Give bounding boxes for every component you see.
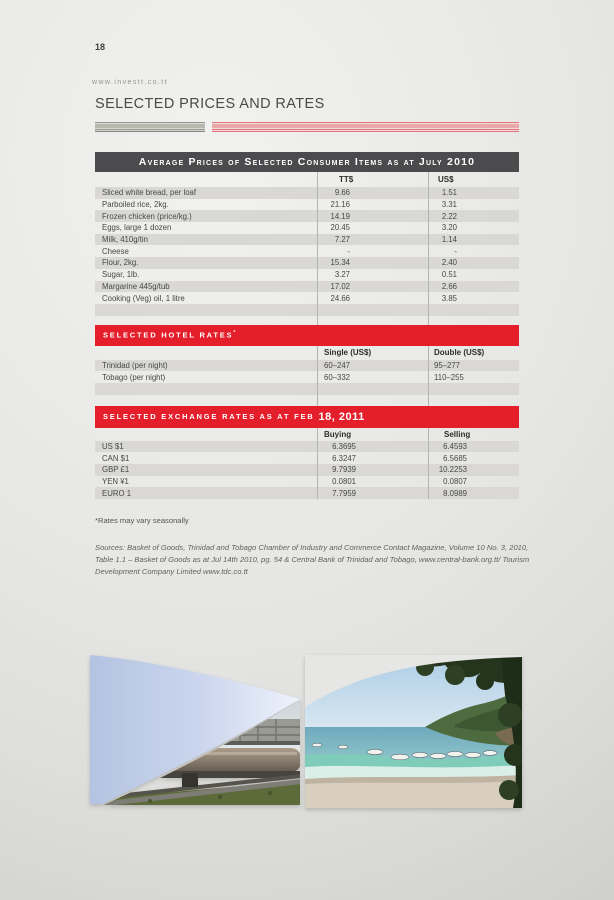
beach-photo [305, 655, 522, 808]
table-row: Trinidad (per night) 60–247 95–277 [95, 360, 519, 372]
table-row: Cheese - - [95, 245, 519, 257]
table-row: Tobago (per night) 60–332 110–255 [95, 371, 519, 383]
table-row: Sugar, 1lb. 3.27 0.51 [95, 269, 519, 281]
table-row: Eggs, large 1 dozen 20.45 3.20 [95, 222, 519, 234]
column-header-single: Single (US$) [317, 346, 428, 360]
table-row: Margarine 445g/tub 17.02 2.66 [95, 281, 519, 293]
column-header-tt: TT$ [317, 172, 428, 187]
table-row: CAN $1 6.3247 6.5685 [95, 452, 519, 464]
empty-row [95, 383, 519, 395]
gray-striped-bar [95, 122, 205, 132]
sources-citation: Sources: Basket of Goods, Trinidad and Tobago Chamber of Industry and Commerce Contact Magazine, Volume 10 No. 3, 2010, Table 1.1 – Basket of Goods as at Jul 14th 2010, pg. 54 & Central Bank of Trinidad and Tobago, www.central-bank.org.tt/ Tourism Development Company Limited www.tdc.co.tt [95, 543, 530, 577]
table-row: YEN ¥1 0.0801 0.0807 [95, 476, 519, 488]
exchange-rates-title-bar [95, 406, 519, 428]
website-url: www.investt.co.tt [92, 79, 168, 86]
hotel-rates-title-bar [95, 325, 519, 346]
consumer-prices-header [95, 172, 519, 187]
hotel-rates-header [95, 346, 519, 360]
column-header-double: Double (US$) [428, 346, 519, 360]
exchange-rates-date: 18, 2011 [318, 410, 365, 423]
table-row: US $1 6.3695 6.4593 [95, 441, 519, 453]
page-title: SELECTED PRICES AND RATES [95, 96, 325, 112]
column-header-us: US$ [428, 172, 519, 187]
table-row: Frozen chicken (price/kg.) 14.19 2.22 [95, 210, 519, 222]
column-header-buying: Buying [317, 428, 428, 441]
table-gap [95, 395, 519, 406]
exchange-rates-title: SELECTED EXCHANGE RATES AS AT FEB [103, 412, 315, 422]
industrial-plant-photo [90, 653, 301, 805]
table-row: Cooking (Veg) oil, 1 litre 24.66 3.85 [95, 292, 519, 304]
table-row: Parboiled rice, 2kg. 21.16 3.31 [95, 199, 519, 211]
rates-footnote: *Rates may vary seasonally [95, 516, 189, 525]
footnote-marker: * [233, 330, 238, 337]
red-striped-bar [212, 122, 519, 132]
hotel-rates-title: SELECTED HOTEL RATES* [103, 330, 238, 340]
column-header-selling: Selling [428, 428, 519, 441]
title-decoration [95, 122, 519, 131]
tables-block [95, 152, 519, 499]
table-row: Sliced white bread, per loaf 9.66 1.51 [95, 187, 519, 199]
page-number: 18 [95, 42, 106, 52]
empty-row [95, 304, 519, 316]
table-row: Flour, 2kg. 15.34 2.40 [95, 257, 519, 269]
table-row: EURO 1 7.7959 8.0989 [95, 487, 519, 499]
exchange-rates-header [95, 428, 519, 441]
consumer-prices-title: Average Prices of Selected Consumer Items as at July 2010 [95, 152, 519, 172]
table-gap [95, 316, 519, 325]
table-row: GBP £1 9.7939 10.2253 [95, 464, 519, 476]
table-row: Milk, 410g/tin 7.27 1.14 [95, 234, 519, 246]
